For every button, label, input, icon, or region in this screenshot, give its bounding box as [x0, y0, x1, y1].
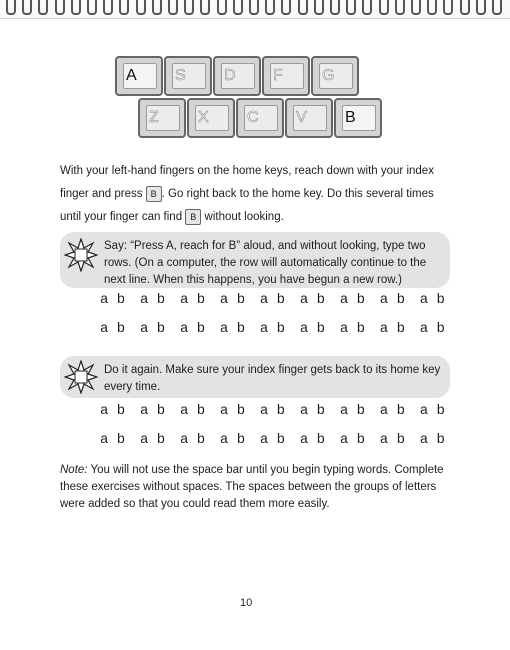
drill-pair: a b [419, 321, 445, 337]
spiral-ring [22, 0, 32, 15]
spiral-ring [200, 0, 210, 15]
drill-pair: a b [139, 292, 166, 308]
spiral-ring [71, 0, 81, 15]
drill-pair: a b [339, 403, 366, 419]
spiral-ring [411, 0, 421, 15]
key-label: C [247, 109, 259, 126]
key-b [334, 98, 382, 138]
drill-pair: a b [379, 432, 405, 448]
drill-pair: a b [419, 403, 445, 419]
drill-pair: a b [179, 403, 206, 419]
drill-row [100, 432, 445, 448]
spiral-ring [379, 0, 389, 15]
drill-pair: a b [339, 432, 366, 448]
drill-pair: a b [379, 403, 405, 419]
key-d [213, 56, 261, 96]
drill-pair: a b [299, 432, 326, 448]
key-label: A [126, 67, 137, 84]
drill-pair: a b [219, 403, 246, 419]
drill-pair: a b [100, 403, 126, 419]
drill-pair: a b [219, 321, 246, 337]
spiral-ring [362, 0, 372, 15]
spiral-ring [330, 0, 340, 15]
note-paragraph [60, 462, 455, 513]
note-text: You will not use the space bar until you begin typing words. Complete these exercises without spaces. The spaces between the groups of letters were added so that you could read them more easily. [60, 464, 444, 510]
drill-pair: a b [100, 321, 126, 337]
key-label: F [273, 67, 283, 84]
instruction-callout [60, 232, 450, 288]
key-label: Z [149, 109, 159, 126]
spiral-ring [184, 0, 194, 15]
spiral-ring [233, 0, 243, 15]
intro-text-2: . Go right back to the home key. Do this several times until your finger can find [60, 188, 434, 223]
spiral-ring [38, 0, 48, 15]
callout-text: Say: “Press A, reach for B” aloud, and without looking, type two rows. (On a computer, the row will automatically continue to the next line. When this happens, you have begun a new row.) [104, 240, 427, 286]
drill-pair: a b [179, 432, 206, 448]
key-z [138, 98, 186, 138]
spiral-ring [103, 0, 113, 15]
drill-pair: a b [379, 321, 405, 337]
spiral-ring [492, 0, 502, 15]
key-label: B [345, 109, 356, 126]
drill-pair: a b [259, 321, 286, 337]
spiral-binding [0, 0, 510, 19]
drill-pair: a b [419, 432, 445, 448]
drill-pair: a b [419, 292, 445, 308]
instruction-callout [60, 356, 450, 398]
starburst-icon [64, 360, 98, 394]
key-s [164, 56, 212, 96]
key-label: D [224, 67, 236, 84]
spiral-ring [346, 0, 356, 15]
spiral-ring [168, 0, 178, 15]
drill-pair: a b [299, 292, 326, 308]
spiral-ring [460, 0, 470, 15]
drill-pair: a b [179, 321, 206, 337]
drill-pair: a b [139, 432, 166, 448]
callout-text: Do it again. Make sure your index finger gets back to its home key every time. [104, 364, 441, 393]
drill-pair: a b [139, 321, 166, 337]
key-f [262, 56, 310, 96]
key-c [236, 98, 284, 138]
spiral-ring [314, 0, 324, 15]
drill-pair: a b [100, 432, 126, 448]
drill-pair: a b [219, 292, 246, 308]
b-key-icon: B [185, 209, 201, 225]
key-v [285, 98, 333, 138]
note-label: Note: [60, 464, 88, 476]
drill-pair: a b [379, 292, 405, 308]
spiral-ring [119, 0, 129, 15]
key-label: G [322, 67, 335, 84]
drill-pair: a b [259, 292, 286, 308]
drill-pair: a b [100, 292, 126, 308]
intro-text-3: without looking. [204, 211, 284, 223]
spiral-ring [298, 0, 308, 15]
drill-pair: a b [299, 403, 326, 419]
spiral-ring [136, 0, 146, 15]
spiral-ring [217, 0, 227, 15]
spiral-ring [476, 0, 486, 15]
spiral-ring [395, 0, 405, 15]
key-g [311, 56, 359, 96]
drill-pair: a b [339, 321, 366, 337]
b-key-icon: B [146, 186, 162, 202]
starburst-icon [64, 238, 98, 272]
drill-pair: a b [259, 403, 286, 419]
drill-row [100, 321, 445, 337]
key-label: X [198, 109, 209, 126]
spiral-ring [152, 0, 162, 15]
drill-pair: a b [219, 432, 246, 448]
drill-row [100, 403, 445, 419]
drill-pair: a b [339, 292, 366, 308]
spiral-ring [427, 0, 437, 15]
spiral-ring [281, 0, 291, 15]
intro-paragraph [60, 160, 455, 229]
key-label: S [175, 67, 186, 84]
key-label: V [296, 109, 307, 126]
spiral-ring [55, 0, 65, 15]
drill-row [100, 292, 445, 308]
intro-text-1: With your left-hand fingers on the home keys, reach down with your index finger and press [60, 165, 434, 200]
spiral-ring [265, 0, 275, 15]
key-x [187, 98, 235, 138]
drill-pair: a b [299, 321, 326, 337]
page-number: 10 [240, 597, 253, 609]
spiral-ring [443, 0, 453, 15]
spiral-ring [87, 0, 97, 15]
drill-pair: a b [139, 403, 166, 419]
spiral-ring [249, 0, 259, 15]
key-a [115, 56, 163, 96]
drill-pair: a b [259, 432, 286, 448]
spiral-ring [6, 0, 16, 15]
drill-pair: a b [179, 292, 206, 308]
